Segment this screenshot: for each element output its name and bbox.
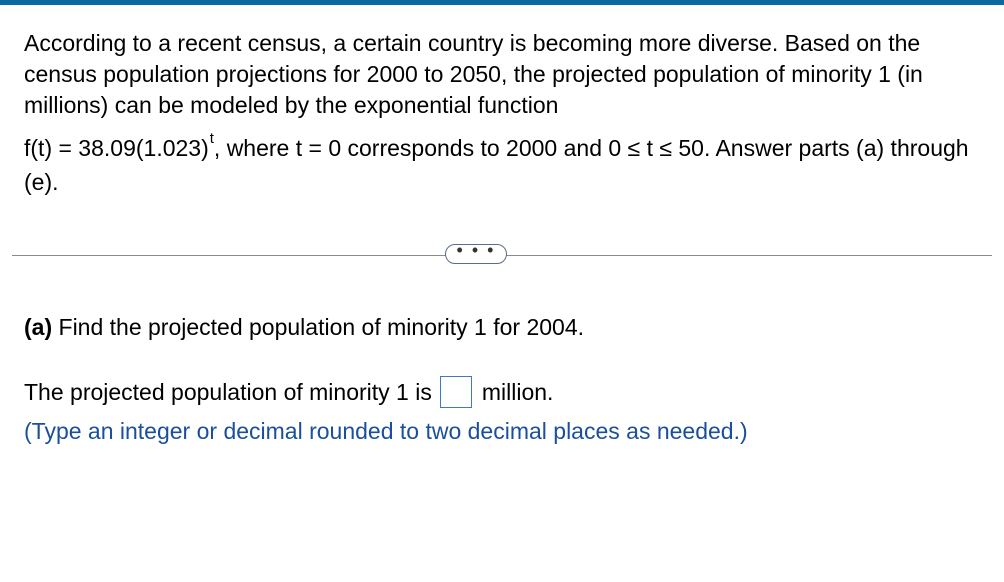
problem-formula-line bbox=[24, 130, 984, 198]
top-accent-bar bbox=[0, 0, 1004, 5]
expand-more-button[interactable] bbox=[445, 240, 507, 264]
answer-instruction: (Type an integer or decimal rounded to two decimal places as needed.) bbox=[24, 418, 748, 444]
part-a-label: (a) bbox=[24, 314, 53, 340]
problem-intro: According to a recent census, a certain country is becoming more diverse. Based on the census population projections for 2000 to 2050, the projected population of minority 1 (in millions) can be modeled by the exponential function bbox=[24, 30, 923, 118]
answer-prefix: The projected population of minority 1 is bbox=[24, 379, 432, 405]
ellipsis-icon: • • • bbox=[456, 240, 496, 260]
answer-input[interactable] bbox=[440, 376, 472, 408]
part-a-prompt-text: Find the projected population of minority 1 for 2004. bbox=[52, 314, 584, 340]
formula-exponent: t bbox=[209, 130, 214, 147]
answer-suffix: million. bbox=[481, 379, 554, 405]
part-a-question bbox=[24, 313, 584, 341]
problem-statement bbox=[24, 28, 984, 198]
part-a-answer-line bbox=[24, 376, 553, 408]
formula-text: f(t) = 38.09(1.023) bbox=[24, 135, 209, 161]
formula-tail: , where t = 0 corresponds to 2000 and 0 ≤ t ≤ 50. Answer parts (a) through (e). bbox=[24, 135, 969, 195]
